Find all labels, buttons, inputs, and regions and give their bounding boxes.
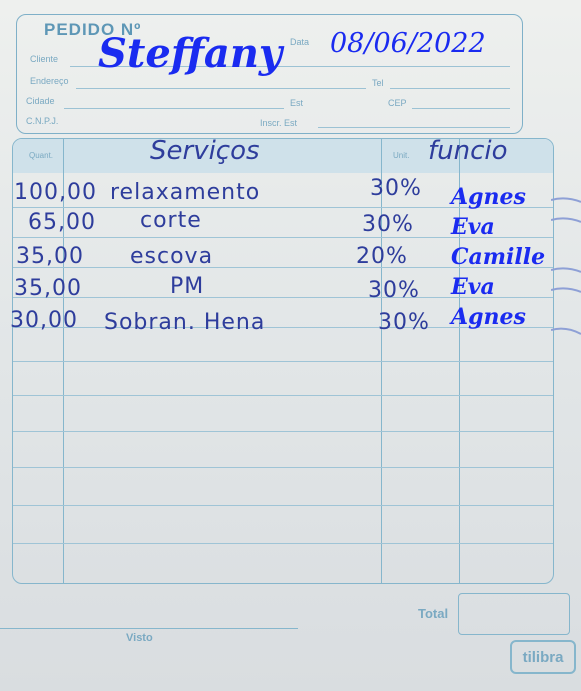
row-4-percent: 30% bbox=[368, 278, 420, 303]
row-line bbox=[13, 361, 553, 362]
employee-row-3: Camille bbox=[451, 244, 546, 270]
address-line bbox=[76, 88, 366, 89]
city-line bbox=[64, 108, 284, 109]
column-header-unit: Unit. bbox=[393, 151, 410, 160]
order-date-stamp: 08/06/2022 bbox=[330, 28, 486, 59]
row-line bbox=[13, 395, 553, 396]
ink-strokes-decoration bbox=[551, 130, 581, 390]
client-name-stamp: Steffany bbox=[98, 30, 283, 77]
row-5-service: Sobran. Hena bbox=[104, 310, 266, 335]
employee-row-5: Agnes bbox=[451, 304, 526, 330]
row-line bbox=[13, 505, 553, 506]
row-line bbox=[13, 467, 553, 468]
state-label: Est bbox=[290, 98, 304, 108]
zip-label: CEP bbox=[388, 98, 407, 108]
employee-row-4: Eva bbox=[451, 274, 495, 300]
phone-line bbox=[390, 88, 510, 89]
row-2-percent: 30% bbox=[362, 212, 414, 237]
total-box bbox=[458, 593, 570, 635]
services-column-heading: Serviços bbox=[150, 136, 260, 166]
row-1-percent: 30% bbox=[370, 176, 422, 201]
phone-label: Tel bbox=[372, 78, 384, 88]
form-title: PEDIDO Nº bbox=[44, 20, 142, 39]
row-1-service: relaxamento bbox=[110, 180, 261, 205]
row-4-price: 35,00 bbox=[14, 276, 82, 301]
employee-column-heading: funcio bbox=[428, 136, 508, 166]
employee-row-2: Eva bbox=[451, 214, 495, 240]
cnpj-label: C.N.P.J. bbox=[26, 116, 59, 126]
row-5-percent: 30% bbox=[378, 310, 430, 335]
column-header-quant: Quant. bbox=[29, 151, 54, 160]
city-label: Cidade bbox=[26, 96, 55, 106]
state-registration-line bbox=[318, 127, 510, 128]
state-registration-label: Inscr. Est bbox=[260, 118, 298, 128]
total-label: Total bbox=[418, 606, 449, 621]
brand-name: tilibra bbox=[522, 648, 564, 666]
date-label: Data bbox=[290, 37, 310, 47]
zip-line bbox=[412, 108, 510, 109]
row-2-price: 65,00 bbox=[28, 210, 96, 235]
employee-row-1: Agnes bbox=[451, 184, 526, 210]
row-2-service: corte bbox=[140, 208, 202, 233]
visto-label: Visto bbox=[126, 632, 153, 644]
row-line bbox=[13, 543, 553, 544]
row-3-service: escova bbox=[130, 244, 214, 269]
visto-line bbox=[0, 628, 298, 629]
row-3-percent: 20% bbox=[356, 244, 408, 269]
row-line bbox=[13, 431, 553, 432]
brand-logo bbox=[510, 640, 576, 674]
row-1-price: 100,00 bbox=[14, 180, 97, 205]
address-label: Endereço bbox=[30, 76, 69, 86]
row-4-service: PM bbox=[170, 274, 205, 299]
client-label: Cliente bbox=[30, 54, 59, 64]
row-3-price: 35,00 bbox=[16, 244, 84, 269]
row-5-price: 30,00 bbox=[10, 308, 78, 333]
